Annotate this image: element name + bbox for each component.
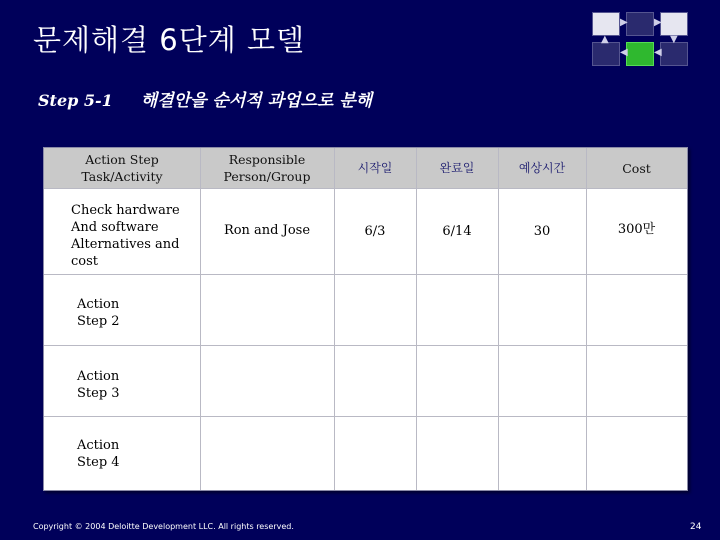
table-row-1-responsible: Ron and Jose	[223, 223, 311, 238]
step-heading	[38, 86, 372, 111]
task-line: Alternatives and	[71, 237, 180, 252]
arrow-right-icon: ▶	[620, 17, 628, 28]
action-plan-table	[43, 147, 688, 491]
header-end-date: 완료일	[439, 161, 475, 175]
header-responsible	[200, 151, 334, 185]
header-estimated-time: 예상시간	[518, 161, 566, 175]
step-description: 해결안을 순서적 과업으로 분해	[140, 91, 373, 111]
arrow-right-icon: ▶	[654, 17, 662, 28]
table-row-1-task	[71, 202, 199, 270]
task-line: Action	[77, 297, 120, 312]
header-cost: Cost	[622, 161, 651, 176]
row-divider	[44, 345, 687, 346]
logo-square-5	[626, 42, 654, 66]
logo-square-6	[660, 42, 688, 66]
task-line: Step 2	[77, 314, 120, 329]
logo-square-2	[626, 12, 654, 36]
task-line: cost	[71, 254, 99, 269]
arrow-left-icon: ◀	[654, 47, 662, 58]
arrow-down-icon: ▼	[670, 34, 678, 45]
copyright-notice: Copyright © 2004 Deloitte Development LLC. All rights reserved.	[33, 522, 294, 531]
header-responsible-line-1: Responsible	[228, 152, 306, 167]
table-row-1-estimated-time: 30	[533, 224, 551, 239]
header-task	[44, 151, 200, 185]
task-line: Step 3	[77, 386, 120, 401]
header-start-date: 시작일	[357, 161, 393, 175]
row-divider	[44, 188, 687, 189]
arrow-left-icon: ◀	[620, 47, 628, 58]
table-row-1-cost: 300만	[617, 222, 656, 237]
logo-square-3	[660, 12, 688, 36]
task-line: Action	[77, 438, 120, 453]
task-line: And software	[71, 220, 159, 235]
row-divider	[44, 416, 687, 417]
table-row-2-task	[77, 296, 197, 330]
logo-square-1	[592, 12, 620, 36]
task-line: Action	[77, 369, 120, 384]
slide-title: 문제해결 6단계 모델	[33, 23, 305, 57]
column-divider	[586, 148, 587, 490]
header-responsible-line-2: Person/Group	[223, 169, 311, 184]
task-line: Check hardware	[71, 203, 180, 218]
column-divider	[498, 148, 499, 490]
task-line: Step 4	[77, 455, 120, 470]
column-divider	[334, 148, 335, 490]
table-row-3-task	[77, 368, 197, 402]
logo-square-4	[592, 42, 620, 66]
step-label: Step 5-1	[38, 91, 113, 110]
table-row-1-start-date: 6/3	[364, 224, 386, 239]
header-task-line-2: Task/Activity	[81, 169, 163, 184]
column-divider	[200, 148, 201, 490]
row-divider	[44, 274, 687, 275]
header-task-line-1: Action Step	[85, 152, 159, 167]
table-row-4-task	[77, 437, 197, 471]
page-number: 24	[690, 522, 702, 532]
table-row-1-end-date: 6/14	[442, 224, 472, 239]
process-logo	[592, 12, 690, 68]
column-divider	[416, 148, 417, 490]
arrow-up-icon: ▲	[601, 34, 609, 45]
